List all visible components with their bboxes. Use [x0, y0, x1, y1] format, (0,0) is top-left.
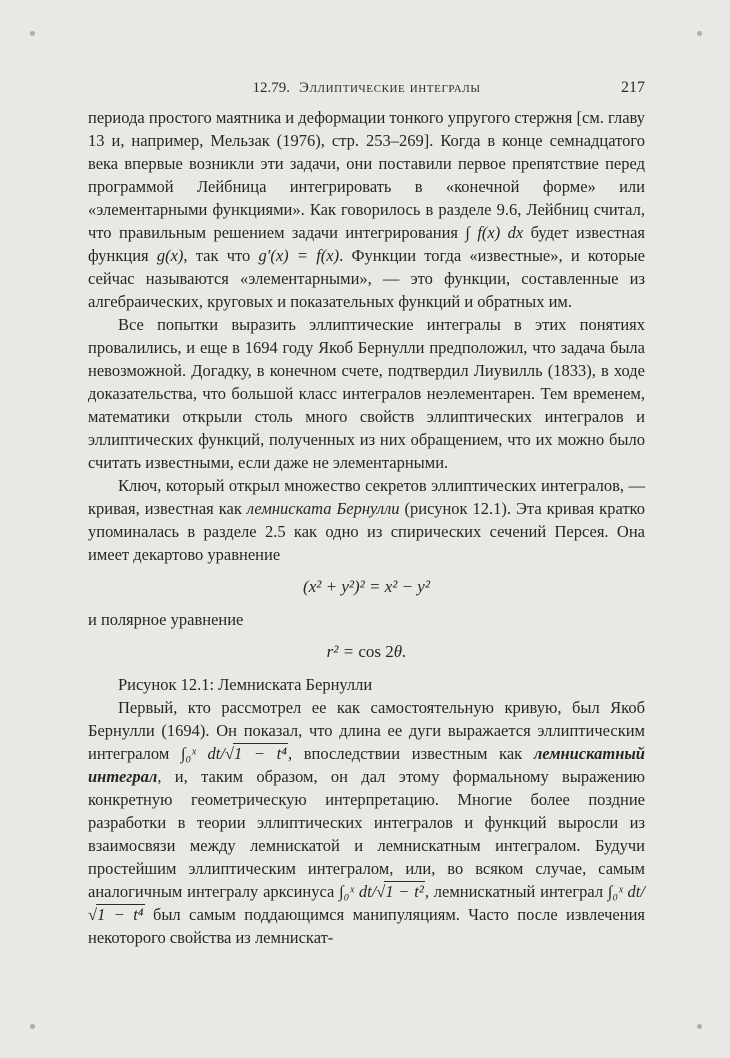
scan-mark	[30, 31, 35, 36]
text-run: лемнискатный интеграл	[88, 744, 645, 786]
sqrt-radicand: 1 − t⁴	[97, 905, 144, 924]
display-formula	[88, 575, 645, 599]
text-run: Ключ, который открыл множество секретов эллиптических интегралов, — кривая, известная как	[88, 476, 645, 518]
scan-mark	[697, 31, 702, 36]
running-title	[88, 80, 645, 97]
paragraph	[88, 313, 645, 474]
text-run: лемниската Бернулли	[246, 499, 400, 518]
text-run: периода простого маятника и деформации тонкого упругого стержня [см. главу 13 и, например, Мельзак (1976), стр. 253–269]. Когда в конце семнадцатого века впервые возникли эти задачи, они поставили первое препятствие перед программой Лейбница интегрировать в «конечной форме» или «элементарными функциями». Как говорилось в разделе 9.6, Лейбниц считал, что правильным решением задачи интегрирования	[88, 108, 645, 242]
text-run: , так что	[183, 246, 259, 265]
math-run: ∫₀ˣ dt/	[607, 882, 645, 901]
paragraph	[88, 608, 645, 631]
sqrt-radicand: 1 − t⁴	[234, 744, 287, 763]
sqrt-sign: √	[224, 744, 234, 763]
paragraph	[88, 696, 645, 949]
page-number: 217	[621, 79, 645, 96]
text-run: Все попытки выразить эллиптические интегралы в этих понятиях провалились, и еще в 1694 году Якоб Бернулли предположил, что задача была невозможной. Догадку, в конечном счете, подтвердил Лиувилль (1833), в ходе доказательства, что большой класс интегралов неэлементарен. Тем временем, математики открыли столь много свойств эллиптических интегралов и эллиптических функций, полученных из них обращением, что их можно было считать известными, если даже не элементарными.	[88, 315, 645, 472]
scan-mark	[697, 1024, 702, 1029]
paragraph	[88, 106, 645, 313]
text-run: (рисунок 12.1). Эта кривая кратко упоминалась в разделе 2.5 как одно из спирических сечений Персея. Она имеет декартово уравнение	[88, 499, 645, 564]
display-formula	[88, 640, 645, 664]
math-run: r² =	[326, 642, 359, 661]
math-run: (x² + y²)² = x² − y²	[303, 577, 430, 596]
page-content	[88, 106, 645, 949]
text-run: , лемнискатный интеграл	[424, 882, 608, 901]
text-run: , и, таким образом, он дал этому формальному выражению конкретную геометрическую интерпретацию. Многие более поздние разработки в теории эллиптических интегралов и функций выросли из взаимосвязи между лемнискатой и лемнискатным интегралом. Будучи простейшим эллиптическим интегралом, или, во всяком случае, самым аналогичным интегралу арксинуса	[88, 767, 645, 901]
math-run: g′(x) = f(x)	[258, 246, 340, 265]
scan-mark	[30, 1024, 35, 1029]
text-run: , впоследствии известным как	[288, 744, 534, 763]
math-run: ∫ f(x) dx	[465, 223, 524, 242]
text-run: был самым поддающимся манипуляциям. Часто после извлечения некоторого свойства из лемнискат-	[88, 905, 645, 947]
math-run: ∫₀ˣ dt/	[339, 882, 377, 901]
running-head	[88, 80, 645, 97]
sqrt-radicand: 1 − t²	[385, 882, 424, 901]
text-run: . Функции тогда «известные», и которые сейчас называются «элементарными», — это функции, составленные из алгебраических, круговых и показательных функций и обратных им.	[88, 246, 645, 311]
math-run: ∫₀ˣ dt/	[180, 744, 225, 763]
math-run: g(x)	[156, 246, 184, 265]
sqrt-sign: √	[88, 905, 98, 924]
section-number: 12.79.	[252, 80, 290, 96]
math-run: θ.	[393, 642, 407, 661]
figure-caption	[88, 673, 645, 696]
text-run: будет известная функция	[88, 223, 645, 265]
text-run: Рисунок 12.1: Лемниската Бернулли	[118, 675, 373, 694]
paragraph	[88, 474, 645, 566]
text-run: Первый, кто рассмотрел ее как самостоятельную кривую, был Якоб Бернулли (1694). Он показал, что длина ее дуги выражается эллиптическим интегралом	[88, 698, 645, 763]
text-run: и полярное уравнение	[88, 610, 244, 629]
sqrt-sign: √	[376, 882, 386, 901]
text-run: cos 2	[358, 642, 394, 661]
section-title: Эллиптические интегралы	[298, 80, 481, 96]
